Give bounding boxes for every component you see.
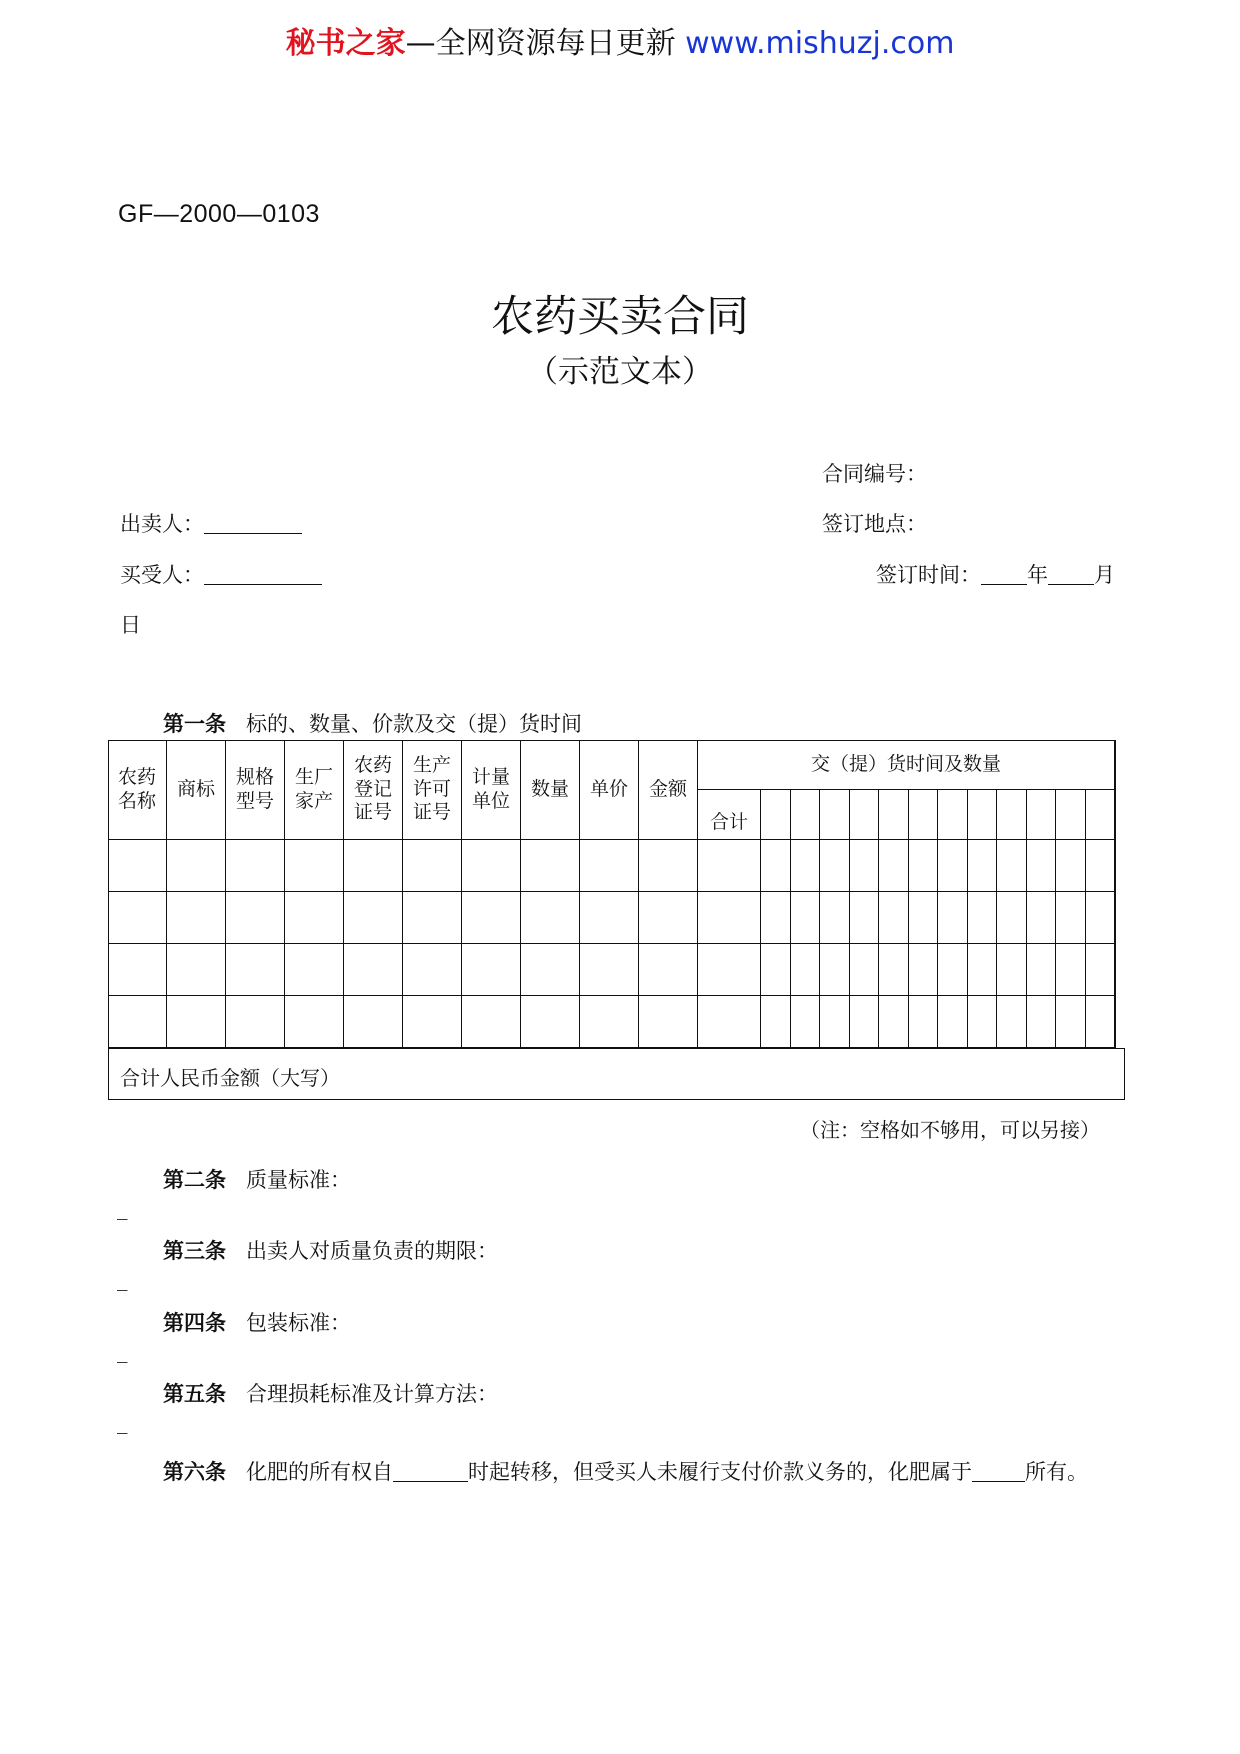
table-cell-delivery-slot[interactable] (968, 996, 998, 1048)
table-cell-delivery-slot[interactable] (938, 944, 968, 996)
article-heading (163, 1164, 351, 1194)
table-cell[interactable] (167, 944, 226, 996)
seller-label: 出卖人： (120, 512, 204, 536)
table-header-delivery-slot (1086, 790, 1116, 840)
year-label: 年 (1027, 563, 1048, 587)
article-number: 第四条 (163, 1311, 226, 1335)
table-cell[interactable] (344, 892, 403, 944)
table-header-delivery-slot (938, 790, 968, 840)
sign-time-field (876, 559, 1115, 589)
table-cell-delivery-slot[interactable] (879, 996, 909, 1048)
table-cell-delivery-slot[interactable] (850, 840, 880, 892)
table-cell-delivery-slot[interactable] (850, 944, 880, 996)
article-6-text-a: 化肥的所有权自 (246, 1460, 393, 1484)
table-cell-delivery-slot[interactable] (997, 892, 1027, 944)
seller-blank[interactable] (204, 513, 302, 534)
table-cell-delivery-slot[interactable] (1056, 840, 1086, 892)
table-cell[interactable] (462, 840, 521, 892)
table-cell[interactable] (580, 944, 639, 996)
article-text: 包装标准： (246, 1311, 351, 1335)
table-cell-delivery-slot[interactable] (938, 840, 968, 892)
table-header-cell: 金额 (639, 740, 698, 840)
table-cell[interactable] (521, 840, 580, 892)
buyer-blank[interactable] (204, 564, 322, 585)
table-header-delivery-slot (791, 790, 821, 840)
article-answer-line[interactable]: _ (117, 1267, 128, 1291)
table-cell[interactable] (167, 996, 226, 1048)
article-1-heading (163, 708, 582, 738)
table-header-cell: 生厂 家产 (285, 740, 344, 840)
buyer-label: 买受人： (120, 563, 204, 587)
table-cell-delivery-slot[interactable] (761, 996, 791, 1048)
article-text: 质量标准： (246, 1168, 351, 1192)
table-header-cell: 农药 名称 (108, 740, 167, 840)
table-cell-delivery-slot[interactable] (820, 892, 850, 944)
article-heading (163, 1307, 351, 1337)
contract-number-label: 合同编号： (822, 462, 927, 486)
table-cell-delivery-slot[interactable] (938, 996, 968, 1048)
table-cell[interactable] (639, 996, 698, 1048)
table-cell-delivery-slot[interactable] (879, 840, 909, 892)
table-cell[interactable] (285, 996, 344, 1048)
table-cell[interactable] (403, 996, 462, 1048)
table-header-cell: 生产 许可 证号 (403, 740, 462, 840)
article-answer-line[interactable]: _ (117, 1410, 128, 1434)
article-6-text-b: 时起转移，但受买人未履行支付价款义务的，化肥属于 (468, 1460, 972, 1484)
table-cell-delivery-slot[interactable] (968, 892, 998, 944)
table-cell-delivery-slot[interactable] (997, 840, 1027, 892)
table-cell[interactable] (167, 840, 226, 892)
page-title: 农药买卖合同 (491, 292, 749, 342)
table-cell-delivery-slot[interactable] (1056, 892, 1086, 944)
table-cell[interactable] (226, 944, 285, 996)
table-cell-delivery-slot[interactable] (761, 892, 791, 944)
table-header-delivery-slot (879, 790, 909, 840)
table-header-cell: 计量 单位 (462, 740, 521, 840)
article-number: 第五条 (163, 1382, 226, 1406)
table-header-delivery-slot (909, 790, 939, 840)
table-cell-delivery-slot[interactable] (968, 840, 998, 892)
table-cell[interactable] (344, 996, 403, 1048)
article-text: 合理损耗标准及计算方法： (246, 1382, 498, 1406)
table-cell-delivery-slot[interactable] (761, 840, 791, 892)
table-cell[interactable] (580, 892, 639, 944)
table-cell[interactable] (580, 840, 639, 892)
table-cell[interactable] (108, 996, 167, 1048)
seller-field (120, 508, 302, 538)
article-6-number: 第六条 (163, 1460, 226, 1484)
table-cell-delivery-slot[interactable] (1027, 892, 1057, 944)
table-cell[interactable] (521, 944, 580, 996)
table-cell[interactable] (226, 892, 285, 944)
table-cell[interactable] (462, 892, 521, 944)
table-cell[interactable] (285, 840, 344, 892)
table-cell-delivery-slot[interactable] (997, 996, 1027, 1048)
table-cell-delivery-slot[interactable] (879, 944, 909, 996)
table-cell[interactable] (108, 944, 167, 996)
table-cell[interactable] (226, 996, 285, 1048)
site-banner (0, 18, 1240, 62)
article-6-heading (163, 1456, 1088, 1486)
table-header-delivery-slot (997, 790, 1027, 840)
table-cell[interactable] (521, 892, 580, 944)
table-cell[interactable] (108, 892, 167, 944)
table-cell[interactable] (521, 996, 580, 1048)
ownership-party-blank[interactable] (972, 1461, 1025, 1482)
table-cell-delivery-slot[interactable] (879, 892, 909, 944)
sign-place-label: 签订地点： (822, 512, 927, 536)
table-cell-delivery-slot[interactable] (909, 996, 939, 1048)
table-cell-delivery-slot[interactable] (791, 892, 821, 944)
table-cell-delivery-slot[interactable] (820, 840, 850, 892)
article-heading (163, 1235, 498, 1265)
table-cell-delivery-slot[interactable] (997, 944, 1027, 996)
table-cell-subtotal[interactable] (698, 840, 761, 892)
banner-url-link[interactable]: www.mishuzj.com (685, 26, 955, 61)
sign-time-label: 签订时间： (876, 563, 981, 587)
table-cell-delivery-slot[interactable] (1027, 996, 1057, 1048)
table-cell-subtotal[interactable] (698, 892, 761, 944)
article-6-text-c: 所有。 (1025, 1460, 1088, 1484)
table-cell[interactable] (167, 892, 226, 944)
table-cell-delivery-slot[interactable] (909, 840, 939, 892)
buyer-field (120, 559, 322, 589)
month-label: 月 (1094, 563, 1115, 587)
table-cell[interactable] (462, 996, 521, 1048)
table-header-cell: 数量 (521, 740, 580, 840)
table-cell-delivery-slot[interactable] (938, 892, 968, 944)
table-cell[interactable] (580, 996, 639, 1048)
table-cell-delivery-slot[interactable] (1086, 892, 1116, 944)
table-cell-delivery-slot[interactable] (968, 944, 998, 996)
table-header-delivery-slot (1027, 790, 1057, 840)
table-cell[interactable] (285, 892, 344, 944)
table-header-cell: 规格 型号 (226, 740, 285, 840)
article-answer-line[interactable]: _ (117, 1339, 128, 1363)
table-cell-delivery-slot[interactable] (761, 944, 791, 996)
table-cell[interactable] (344, 944, 403, 996)
table-cell[interactable] (403, 944, 462, 996)
table-cell[interactable] (344, 840, 403, 892)
table-cell[interactable] (639, 892, 698, 944)
banner-tagline: —全网资源每日更新 (405, 26, 686, 61)
table-header-delivery-slot (968, 790, 998, 840)
article-number: 第二条 (163, 1168, 226, 1192)
table-header-delivery-slot (850, 790, 880, 840)
table-cell-delivery-slot[interactable] (909, 944, 939, 996)
table-header-delivery-slot (1056, 790, 1086, 840)
day-label: 日 (120, 613, 141, 637)
table-header-delivery: 交（提）货时间及数量 (698, 740, 1115, 790)
table-header-cell: 单价 (580, 740, 639, 840)
table-cell[interactable] (639, 840, 698, 892)
table-cell-delivery-slot[interactable] (1027, 944, 1057, 996)
article-1-number: 第一条 (163, 712, 226, 736)
table-cell-delivery-slot[interactable] (850, 892, 880, 944)
article-1-text: 标的、数量、价款及交（提）货时间 (246, 712, 582, 736)
table-cell-delivery-slot[interactable] (820, 996, 850, 1048)
table-header-cell: 农药 登记 证号 (344, 740, 403, 840)
page-subtitle: （示范文本） (527, 354, 713, 390)
article-text: 出卖人对质量负责的期限： (246, 1239, 498, 1263)
table-cell-delivery-slot[interactable] (1086, 944, 1116, 996)
table-cell[interactable] (285, 944, 344, 996)
table-header-delivery-slot (820, 790, 850, 840)
banner-brand: 秘书之家 (285, 26, 406, 61)
year-blank[interactable] (981, 564, 1027, 585)
table-cell[interactable] (108, 840, 167, 892)
month-blank[interactable] (1048, 564, 1094, 585)
table-cell[interactable] (403, 892, 462, 944)
article-answer-line[interactable]: _ (117, 1196, 128, 1220)
table-header-subtotal: 合计 (698, 790, 761, 840)
table-cell-delivery-slot[interactable] (1027, 840, 1057, 892)
table-cell[interactable] (462, 944, 521, 996)
table-cell-delivery-slot[interactable] (1056, 996, 1086, 1048)
table-total-amount-label: 合计人民币金额（大写） (120, 1066, 340, 1090)
table-cell-delivery-slot[interactable] (791, 996, 821, 1048)
table-cell[interactable] (639, 944, 698, 996)
table-cell-delivery-slot[interactable] (1086, 996, 1116, 1048)
table-header-cell: 商标 (167, 740, 226, 840)
table-cell[interactable] (226, 840, 285, 892)
table-header-delivery-slot (761, 790, 791, 840)
table-cell-delivery-slot[interactable] (791, 944, 821, 996)
table-cell[interactable] (403, 840, 462, 892)
table-cell-subtotal[interactable] (698, 996, 761, 1048)
table-cell-delivery-slot[interactable] (1056, 944, 1086, 996)
document-code: GF—2000—0103 (118, 200, 320, 228)
article-number: 第三条 (163, 1239, 226, 1263)
goods-table (108, 740, 1125, 1100)
article-heading (163, 1378, 498, 1408)
table-cell-delivery-slot[interactable] (850, 996, 880, 1048)
table-cell-delivery-slot[interactable] (1086, 840, 1116, 892)
table-cell-delivery-slot[interactable] (909, 892, 939, 944)
table-cell-delivery-slot[interactable] (791, 840, 821, 892)
table-note: （注：空格如不够用，可以另接） (800, 1118, 1100, 1142)
table-cell-subtotal[interactable] (698, 944, 761, 996)
ownership-transfer-blank[interactable] (393, 1461, 468, 1482)
table-cell-delivery-slot[interactable] (820, 944, 850, 996)
